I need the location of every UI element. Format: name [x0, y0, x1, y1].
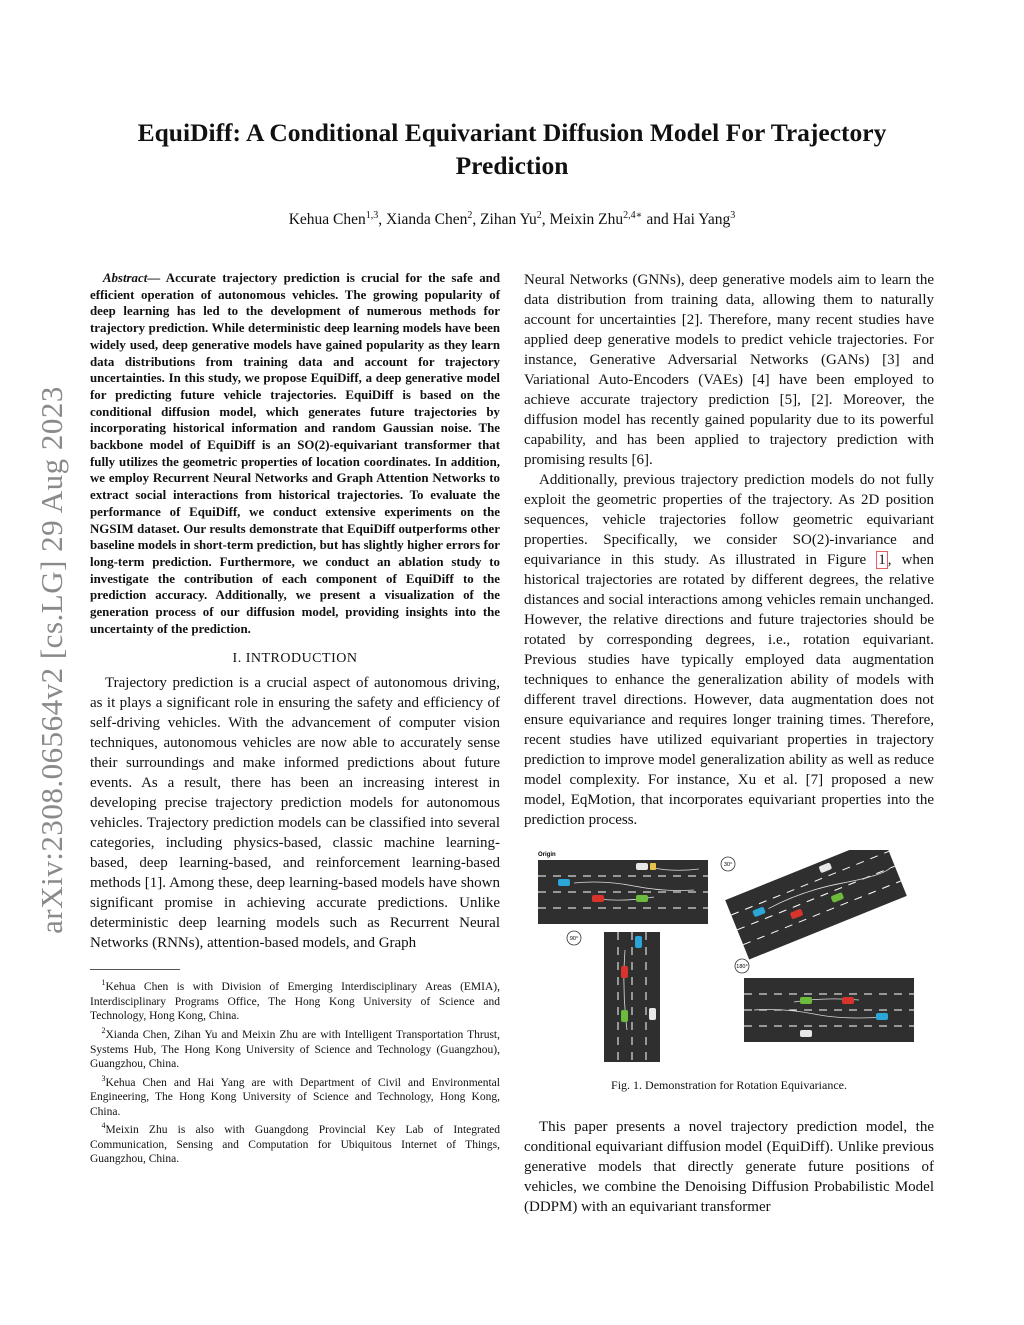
abstract: Abstract— Accurate trajectory prediction is crucial for the safe and efficient operation of autonomous vehicles. The growing popularity of deep learning has led to the development of numerous methods for trajectory prediction. While deterministic deep learning models have been widely used, deep generative models have gained popularity as they learn data distributions from training data and account for trajectory uncertainties. In this study, we propose EquiDiff, a deep generative model for predicting future vehicle trajectories. EquiDiff is based on the conditional diffusion model, which generates future trajectories by incorporating historical information and random Gaussian noise. The backbone model of EquiDiff is an SO(2)-equivariant transformer that fully utilizes the geometric properties of location coordinates. In addition, we employ Recurrent Neural Networks and Graph Attention Networks to extract social interactions from historical trajectories. To evaluate the performance of EquiDiff, we conduct extensive experiments on the NGSIM dataset. Our results demonstrate that EquiDiff outperforms other baseline models in short-term prediction, but has slightly higher errors for long-term prediction. Furthermore, we conduct an ablation study to investigate the contribution of each component of EquiDiff to the prediction accuracy. Additionally, we present a visualization of the generation process of our diffusion model, providing insights into the uncertainty of the prediction.	[90, 271, 500, 636]
left-column	[90, 270, 500, 1167]
right-paragraph-2	[524, 470, 934, 830]
car-white	[636, 863, 648, 870]
author-name: Meixin Zhu	[549, 211, 624, 229]
road-180	[744, 978, 914, 1042]
panel-label-180: 180°	[736, 964, 748, 970]
car-red	[621, 966, 628, 978]
footnote-number: 4	[101, 1121, 106, 1131]
author-list	[96, 210, 928, 229]
panel-label-90: 90°	[569, 936, 579, 942]
arxiv-id-text: arXiv:2308.06564v2 [cs.LG] 29 Aug 2023	[34, 386, 70, 934]
section-heading-introduction: I. INTRODUCTION	[232, 651, 358, 667]
author-affiliation-sup: 2	[536, 210, 542, 221]
author-affiliation-sup: 3	[730, 210, 736, 221]
panel-rotated-180	[735, 959, 914, 1042]
car-green	[800, 997, 812, 1004]
author-name: Xianda Chen	[385, 211, 468, 229]
author-separator: ,	[541, 211, 550, 229]
car-green	[636, 895, 648, 902]
panel-origin	[538, 852, 708, 924]
right-column	[524, 270, 934, 1217]
panel-rotated-30	[721, 850, 907, 960]
panel-rotated-90	[567, 931, 660, 1062]
right-paragraph-3: This paper presents a novel trajectory prediction model, the conditional equivariant diffusion model (EquiDiff). Unlike previous generative models that directly generate future positions of vehicles, we combine the Denoising Diffusion Probabilistic Model (DDPM) with an equivariant transformer	[524, 1119, 934, 1215]
abstract-text: Accurate trajectory prediction is crucial for the safe and efficient operation of autonomous vehicles. The growing popularity of deep learning has led to the development of numerous methods for trajectory prediction. While deterministic deep learning models have been widely used, deep generative models have gained popularity as they learn data distributions from training data and account for trajectory uncertainties. In this study, we propose EquiDiff, a deep generative model for predicting future vehicle trajectories. EquiDiff is based on the conditional diffusion model, which generates future trajectories by incorporating historical information and random Gaussian noise. The backbone model of EquiDiff is an SO(2)-equivariant transformer that fully utilizes the geometric properties of location coordinates. In addition, we employ Recurrent Neural Networks and Graph Attention Networks to extract social interactions from historical trajectories. To evaluate the performance of EquiDiff, we conduct extensive experiments on the NGSIM dataset. Our results demonstrate that EquiDiff outperforms other baseline models in short-term prediction, but has slightly higher errors for long-term prediction. Furthermore, we conduct an ablation study to investigate the contribution of each component of EquiDiff to the prediction accuracy. Additionally, we present a visualization of the generation process of our diffusion model, providing insights into the uncertainty of the prediction.	[90, 271, 500, 636]
author-separator: and	[642, 211, 673, 229]
footnote	[90, 976, 500, 1024]
figure-reference-link[interactable]: 1	[878, 552, 886, 568]
panel-label-30: 30°	[723, 862, 733, 868]
right-paragraph-1: Neural Networks (GNNs), deep generative models aim to learn the data distribution from training data, allowing them to naturally account for uncertainties [2]. Therefore, many recent studies have applied deep generative models to predict vehicle trajectories. For instance, Generative Adversarial Networks (GANs) [3] and Variational Auto-Encoders (VAEs) [4] have been employed to achieve accurate trajectory prediction [5], [2]. Moreover, the diffusion model has recently gained popularity due to its powerful capability, and has been applied to trajectory prediction with promising results [6].	[524, 272, 934, 468]
right-paragraph-2-before: Additionally, previous trajectory prediction models do not fully exploit the geometric properties of the trajectory. As 2D position sequences, vehicle trajectories follow geometric equivariant properties. Specifically, we consider SO(2)-invariance and equivariance in this study. As illustrated in Figure	[524, 472, 934, 568]
author-separator: ,	[472, 211, 481, 229]
footnote-text: Kehua Chen and Hai Yang are with Department of Civil and Environmental Engineering, The Hong Kong University of Science and Technology, Hong Kong, China.	[90, 1076, 500, 1118]
car-white	[800, 1030, 812, 1037]
car-yellow	[650, 863, 656, 870]
figure-caption: Fig. 1. Demonstration for Rotation Equivariance.	[611, 1078, 847, 1092]
footnote-number: 3	[101, 1073, 106, 1083]
author-name: Zihan Yu	[480, 211, 537, 229]
footnote	[90, 1024, 500, 1072]
paper-title: EquiDiff: A Conditional Equivariant Diffusion Model For Trajectory Prediction	[137, 118, 887, 180]
road-30	[725, 850, 907, 960]
road-origin	[538, 860, 708, 924]
author-name: Kehua Chen	[288, 211, 366, 229]
arxiv-identifier	[26, 350, 78, 970]
abstract-label: Abstract	[102, 271, 148, 285]
intro-paragraph-1: Trajectory prediction is a crucial aspect of autonomous driving, as it plays a significant role in ensuring the safety and efficiency of self-driving vehicles. With the advancement of computer vision techniques, autonomous vehicles are now able to accurately sense their surroundings and make informed predictions about future events. As a result, there has been an increasing interest in developing precise trajectory prediction models for autonomous vehicles. Trajectory prediction models can be classified into several categories, including physics-based, classic machine learning-based, deep learning-based, and reinforcement learning-based methods [1]. Among these, deep learning-based models have shown significant promise in achieving accurate predictions. Unlike deterministic deep learning models such as Recurrent Neural Networks (RNNs), attention-based models, and Graph	[90, 675, 500, 952]
footnote-text: Kehua Chen is with Division of Emerging Interdisciplinary Areas (EMIA), Interdisciplinary Programs Office, The Hong Kong University of Science and Technology, Hong Kong, China.	[90, 981, 500, 1023]
car-blue	[876, 1013, 888, 1020]
author-separator: ,	[378, 211, 386, 229]
car-red	[842, 997, 854, 1004]
car-green	[621, 1010, 628, 1022]
footnote	[90, 1119, 500, 1167]
author-affiliation-sup: 2,4∗	[623, 210, 643, 221]
figure-rotation-equivariance	[524, 850, 934, 1070]
author-affiliation-sup: 1,3	[365, 210, 379, 221]
footnotes	[90, 976, 500, 1166]
footnote-number: 1	[101, 978, 106, 988]
car-blue	[635, 936, 642, 948]
footnote	[90, 1072, 500, 1120]
footnote-text: Meixin Zhu is also with Guangdong Provincial Key Lab of Integrated Communication, Sensing and Computation for Ubiquitous Internet of Things, Guangzhou, China.	[90, 1124, 500, 1166]
panel-label-origin: Origin	[538, 852, 556, 858]
author-affiliation-sup: 2	[467, 210, 473, 221]
footnote-divider	[90, 969, 180, 970]
author-name: Hai Yang	[672, 211, 731, 229]
right-paragraph-2-after: , when historical trajectories are rotated by different degrees, the relative distances and social interactions among vehicles remain unchanged. However, the relative directions and future trajectories should be rotated by corresponding degrees, i.e., rotation equivariant. Previous studies have typically employed data augmentation techniques to enhance the generalization ability of models with different travel directions. However, data augmentation does not ensure equivariance and requires longer training times. Therefore, recent studies have utilized equivariant properties in trajectory prediction to improve model generalization ability as well as reduce model complexity. For instance, Xu et al. [7] proposed a new model, EqMotion, that incorporates equivariant properties into the prediction process.	[524, 552, 934, 828]
car-white	[649, 1008, 656, 1020]
footnote-number: 2	[101, 1026, 106, 1036]
footnote-text: Xianda Chen, Zihan Yu and Meixin Zhu are with Intelligent Transportation Thrust, Systems Hub, The Hong Kong University of Science and Technology (Guangzhou), Guangzhou, China.	[90, 1028, 500, 1071]
figure-illustration	[524, 850, 934, 1070]
car-blue	[558, 879, 570, 886]
car-red	[592, 895, 604, 902]
